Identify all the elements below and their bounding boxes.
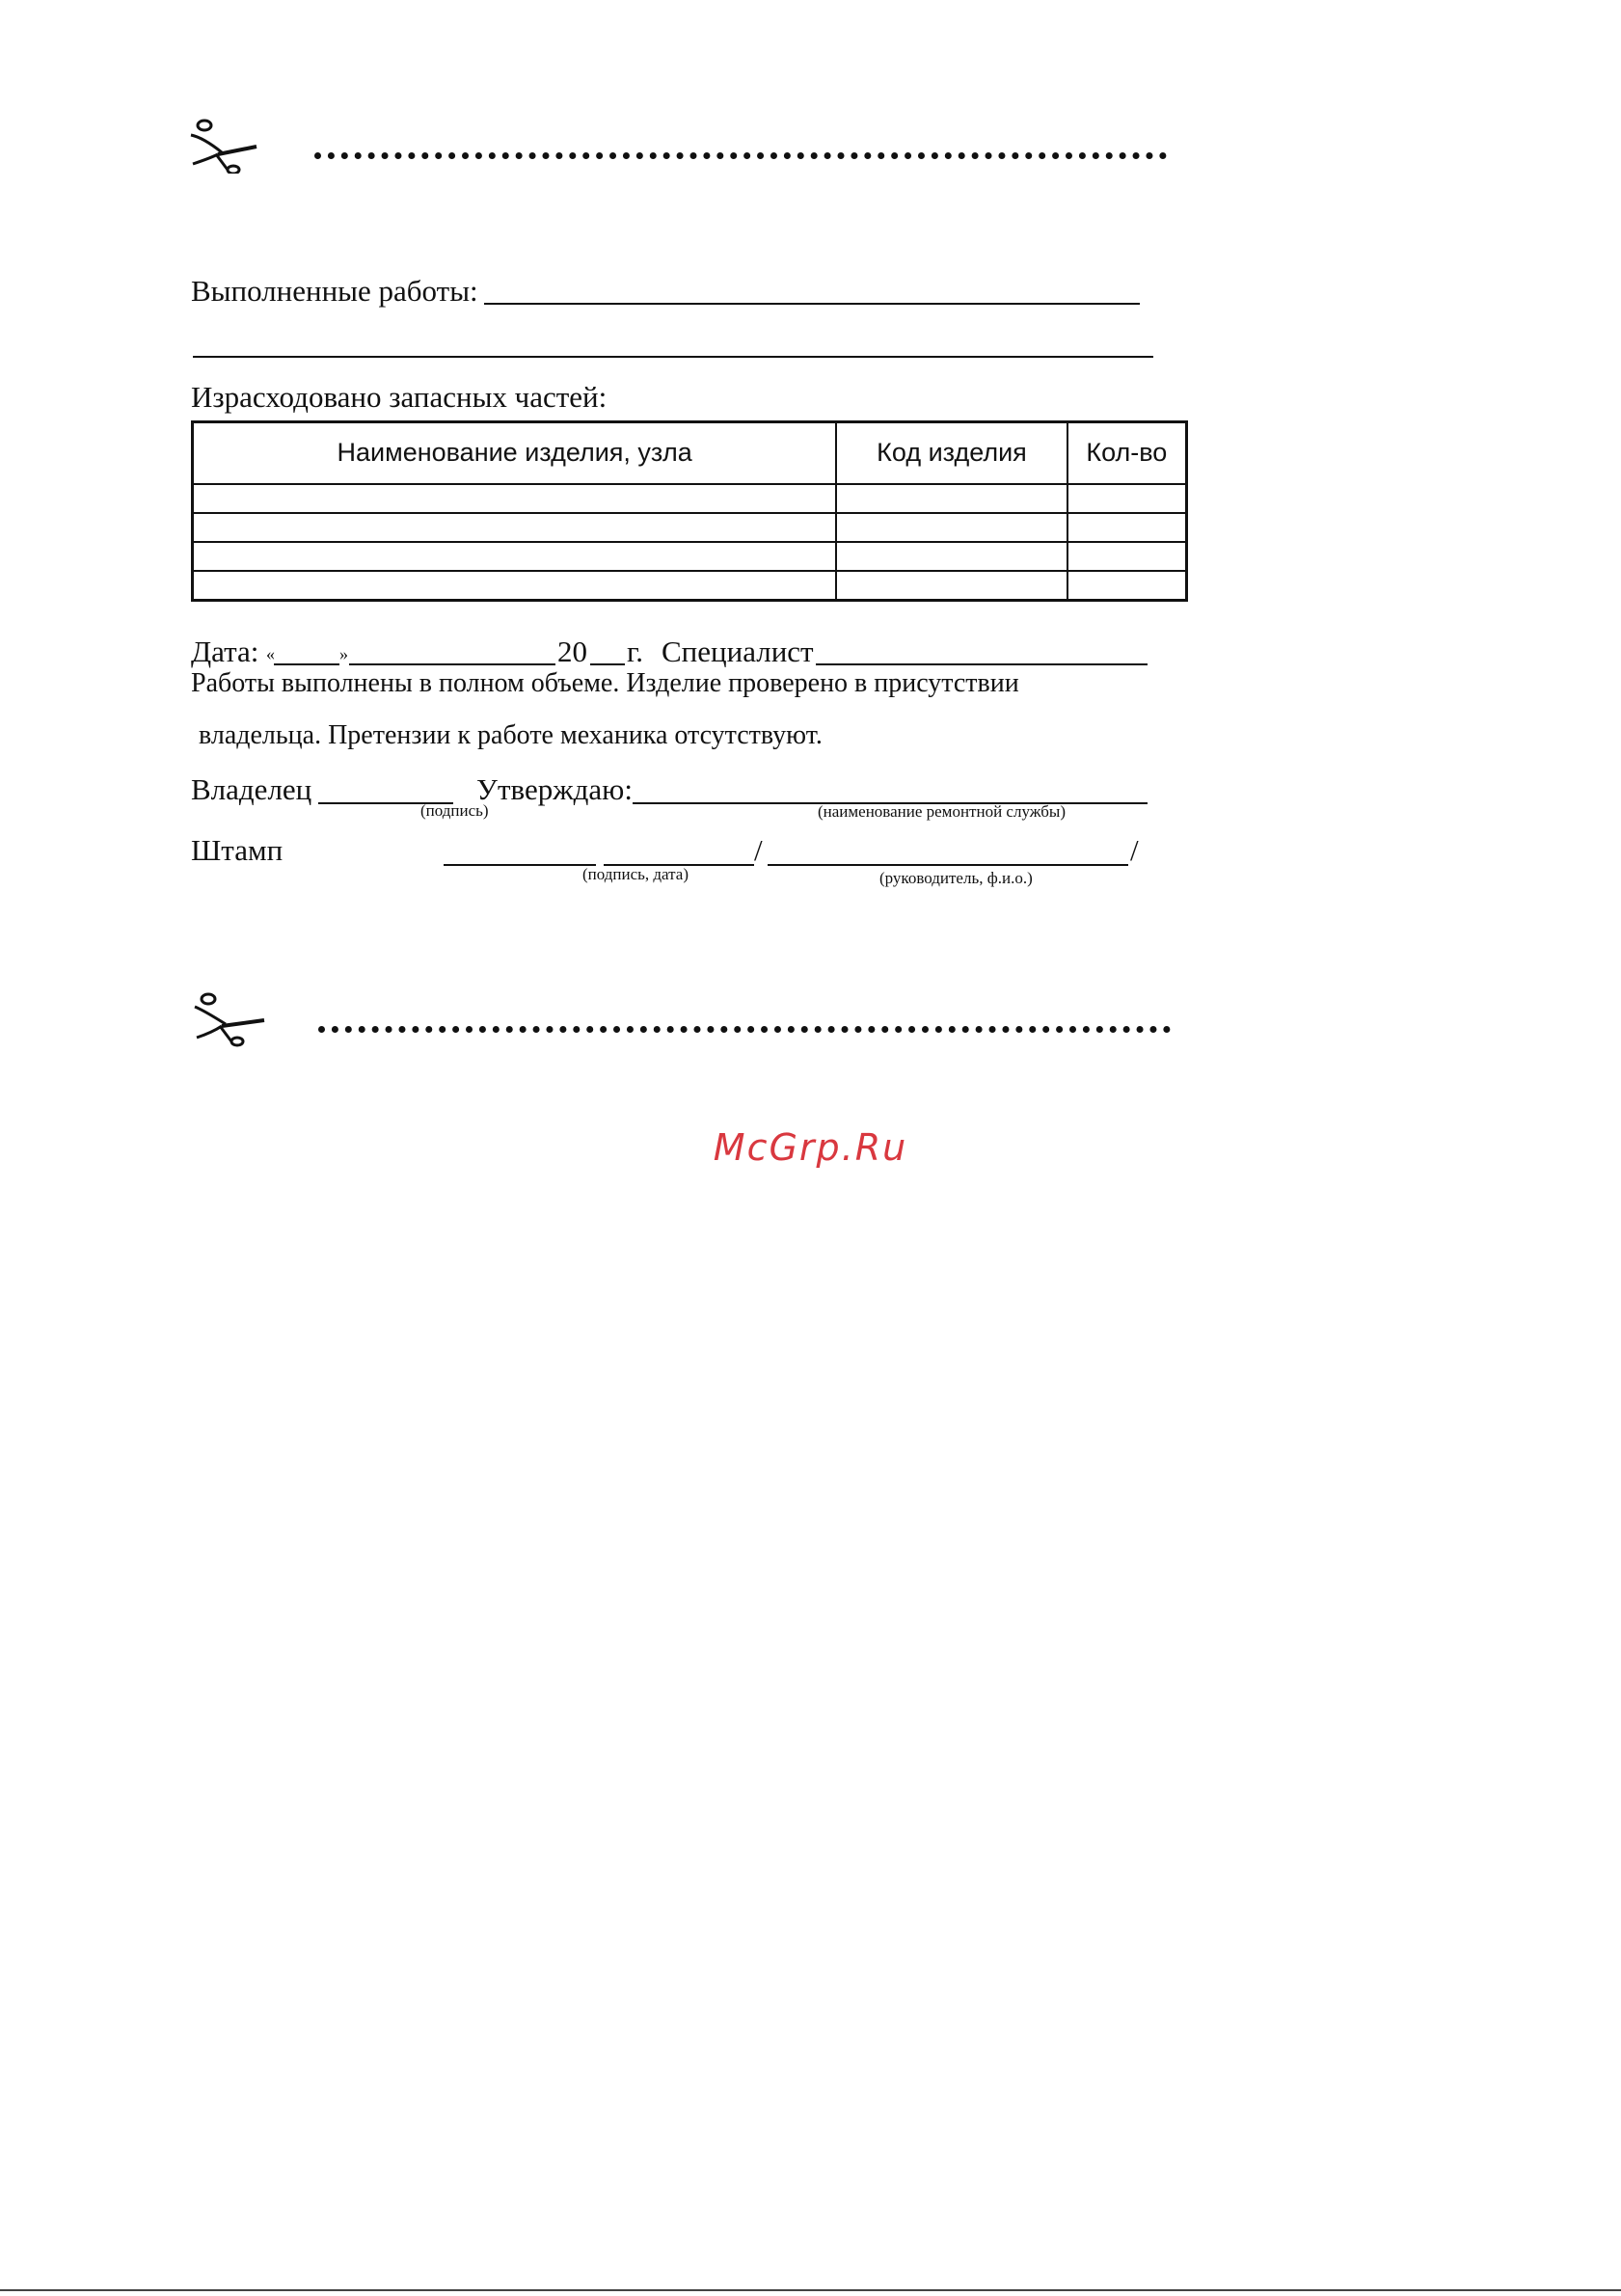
- stamp-sign-line-1: [444, 864, 596, 866]
- table-header-row: [193, 422, 1187, 485]
- parts-table: [191, 420, 1188, 602]
- header-qty: Кол-во: [1067, 422, 1187, 485]
- table-row: [193, 513, 1187, 542]
- date-day-line: [274, 663, 339, 665]
- date-label: Дата:: [191, 635, 259, 668]
- cell-qty: [1067, 542, 1187, 571]
- table-row: [193, 542, 1187, 571]
- specialist-label: Специалист: [662, 635, 814, 668]
- work-label: Выполненные работы:: [191, 274, 478, 308]
- cell-code: [836, 571, 1067, 601]
- page-bottom-rule: [0, 2289, 1621, 2291]
- stamp-head-line: [768, 864, 1128, 866]
- cut-line-bottom: [318, 1026, 1171, 1033]
- cell-qty: [1067, 571, 1187, 601]
- date-quote-close: »: [339, 644, 348, 663]
- stamp-head-caption: (руководитель, ф.и.о.): [879, 869, 1033, 887]
- work-line-1: [484, 303, 1140, 305]
- cell-code: [836, 484, 1067, 513]
- cell-name: [193, 484, 837, 513]
- stamp-slash-1: /: [754, 833, 763, 867]
- watermark-logo: McGrp.Ru: [713, 1126, 908, 1169]
- specialist-line: [816, 663, 1148, 665]
- scissors-icon: [187, 989, 268, 1047]
- approve-label: Утверждаю:: [476, 772, 633, 806]
- owner-caption: (подпись): [420, 801, 489, 820]
- date-year-suffix: г.: [627, 635, 643, 668]
- date-month-line: [349, 663, 555, 665]
- work-line-2: [193, 356, 1153, 358]
- header-name: Наименование изделия, узла: [193, 422, 837, 485]
- cut-line-top: [314, 152, 1167, 159]
- date-year-prefix: 20: [557, 635, 587, 668]
- scissors-icon: [183, 116, 260, 174]
- cell-code: [836, 542, 1067, 571]
- stamp-sign-caption: (подпись, дата): [582, 865, 689, 883]
- cell-name: [193, 513, 837, 542]
- cell-qty: [1067, 484, 1187, 513]
- stamp-slash-2: /: [1130, 833, 1139, 867]
- table-row: [193, 484, 1187, 513]
- cell-name: [193, 571, 837, 601]
- statement-line-2: владельца. Претензии к работе механика отсутствуют.: [199, 720, 823, 750]
- parts-label: Израсходовано запасных частей:: [191, 380, 608, 414]
- stamp-label: Штамп: [191, 833, 284, 867]
- cell-name: [193, 542, 837, 571]
- cell-code: [836, 513, 1067, 542]
- header-code: Код изделия: [836, 422, 1067, 485]
- date-year-line: [590, 663, 625, 665]
- cell-qty: [1067, 513, 1187, 542]
- approve-caption: (наименование ремонтной службы): [818, 802, 1066, 821]
- statement-line-1: Работы выполнены в полном объеме. Изделие проверено в присутствии: [191, 668, 1019, 698]
- date-quote-open: «: [266, 644, 275, 663]
- table-row: [193, 571, 1187, 601]
- owner-label: Владелец: [191, 772, 312, 806]
